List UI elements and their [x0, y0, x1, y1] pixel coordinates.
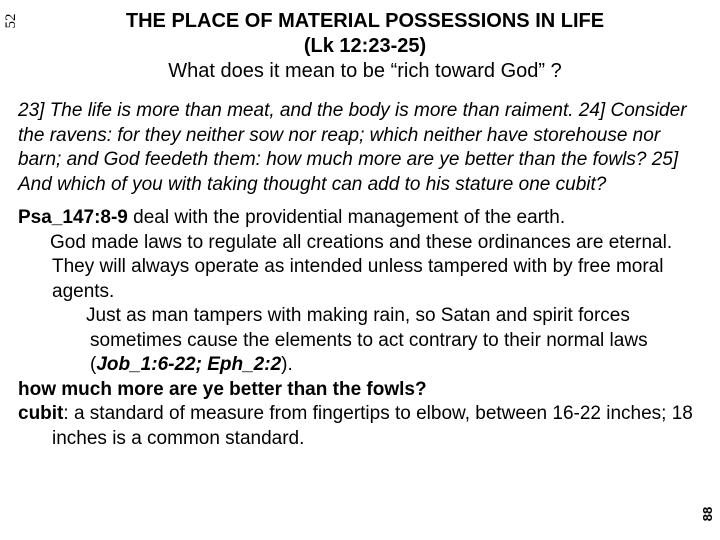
page-number-top: 52 — [2, 13, 19, 29]
tamper-end: ). — [281, 354, 293, 375]
verse-text: 23] The life is more than meat, and the body is more than raiment. 24] Consider the ravens: for they neither sow nor reap; which neither have storehouse nor barn; and God feedeth them: how much more are ye better than the fowls? 25] And which of you with taking thought can add to his stature one cubit? — [18, 100, 687, 195]
psalm-text: deal with the providential management of the earth. — [127, 207, 566, 228]
question-heading: how much more are ye better than the fowls? — [18, 378, 427, 400]
laws-paragraph: God made laws to regulate all creations and these ordinances are eternal. They will always operate as intended unless tampered with by free moral agents. — [50, 231, 673, 302]
ref-separator: ; — [195, 354, 208, 375]
page-title: THE PLACE OF MATERIAL POSSESSIONS IN LIFE — [125, 10, 605, 32]
tamper-paragraph — [18, 304, 708, 378]
cubit-definition: : a standard of measure from fingertips to elbow, between 16-22 inches; 18 inches is a common standard. — [52, 403, 693, 449]
psalm-paragraph — [18, 206, 708, 231]
cubit-paragraph — [18, 402, 708, 451]
psalm-ref: Psa_147:8-9 — [18, 207, 128, 228]
subtitle-question: What does it mean to be “rich toward God” ? — [168, 60, 562, 82]
job-ref: Job_1:6-22 — [96, 354, 196, 375]
title-block — [20, 9, 710, 84]
cubit-term: cubit — [18, 403, 64, 424]
scripture-reference: (Lk 12:23-25) — [303, 35, 427, 57]
tamper-text: Just as man tampers with making rain, so Satan and spirit forces sometimes cause the elements to act contrary to their normal laws ( — [86, 305, 648, 375]
eph-ref: Eph_2:2 — [207, 354, 282, 375]
content-body — [18, 99, 708, 451]
page-number-side: 88 — [699, 506, 715, 522]
